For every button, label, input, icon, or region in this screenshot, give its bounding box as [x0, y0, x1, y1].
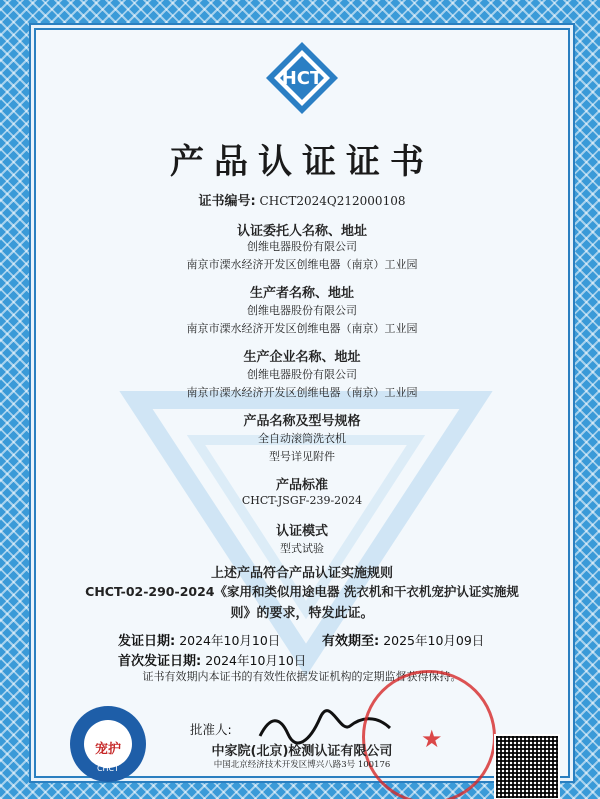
valid-date-label: 有效期至:: [322, 634, 380, 649]
organization-address: 中国北京经济技术开发区博兴八路3号 100176: [213, 760, 391, 770]
first-issue-row: [118, 650, 306, 669]
qr-code: [494, 734, 560, 799]
section-factory-title: 生产企业名称、地址: [243, 350, 361, 365]
section-client-name: 创维电器股份有限公司: [247, 240, 357, 253]
valid-date-row: [322, 630, 484, 649]
mode-title: 认证模式: [275, 524, 328, 539]
certificate-number: [36, 190, 568, 209]
organization-name: 中家院(北京)检测认证有限公司: [211, 744, 393, 759]
svg-text:HCT: HCT: [281, 68, 323, 89]
mode-value: 型式试验: [280, 542, 324, 555]
first-issue-value: 2024年10月10日: [205, 653, 307, 668]
section-factory-address: 南京市溧水经济开发区创维电器（南京）工业园: [186, 386, 418, 399]
section-producer-name: 创维电器股份有限公司: [247, 304, 357, 317]
section-producer-address: 南京市溧水经济开发区创维电器（南京）工业园: [186, 322, 418, 335]
issue-date-value: 2024年10月10日: [179, 633, 281, 648]
rule-line-2: CHCT-02-290-2024《家用和类似用途电器 洗衣机和干衣机宠护认证实施规: [85, 584, 519, 599]
official-seal: [362, 670, 496, 799]
approver-label: 批准人:: [190, 722, 232, 737]
section-factory-name: 创维电器股份有限公司: [247, 368, 357, 381]
badge-subtext: CHCT: [96, 764, 120, 773]
badge-label: 宠护: [94, 742, 121, 757]
standard-title: 产品标准: [275, 478, 328, 493]
cert-number-value: CHCT2024Q212000108: [259, 194, 406, 208]
certificate-body: [34, 28, 570, 778]
product-name: 全自动滚筒洗衣机: [258, 432, 346, 445]
issue-date-label: 发证日期:: [118, 634, 176, 649]
product-model: 型号详见附件: [269, 450, 335, 463]
standard-value: CHCT-JSGF-239-2024: [241, 494, 363, 507]
rule-line-1: 上述产品符合产品认证实施规则: [210, 566, 393, 581]
valid-date-value: 2025年10月09日: [383, 633, 485, 648]
section-producer-title: 生产者名称、地址: [249, 286, 354, 301]
section-client-title: 认证委托人名称、地址: [236, 224, 367, 239]
first-issue-label: 首次发证日期:: [118, 654, 202, 669]
issue-date-row: [118, 630, 280, 649]
hct-logo: [262, 38, 342, 118]
certificate-title: 产品认证证书: [170, 142, 434, 182]
rule-line-3: 则》的要求，特发此证。: [230, 606, 374, 621]
section-client-address: 南京市溧水经济开发区创维电器（南京）工业园: [186, 258, 418, 271]
seal-star-icon: ★: [421, 725, 443, 753]
validity-note: 证书有效期内本证书的有效性依据发证机构的定期监督获得保持。: [142, 670, 462, 683]
product-title: 产品名称及型号规格: [243, 414, 361, 429]
cert-number-label: 证书编号:: [198, 194, 256, 209]
